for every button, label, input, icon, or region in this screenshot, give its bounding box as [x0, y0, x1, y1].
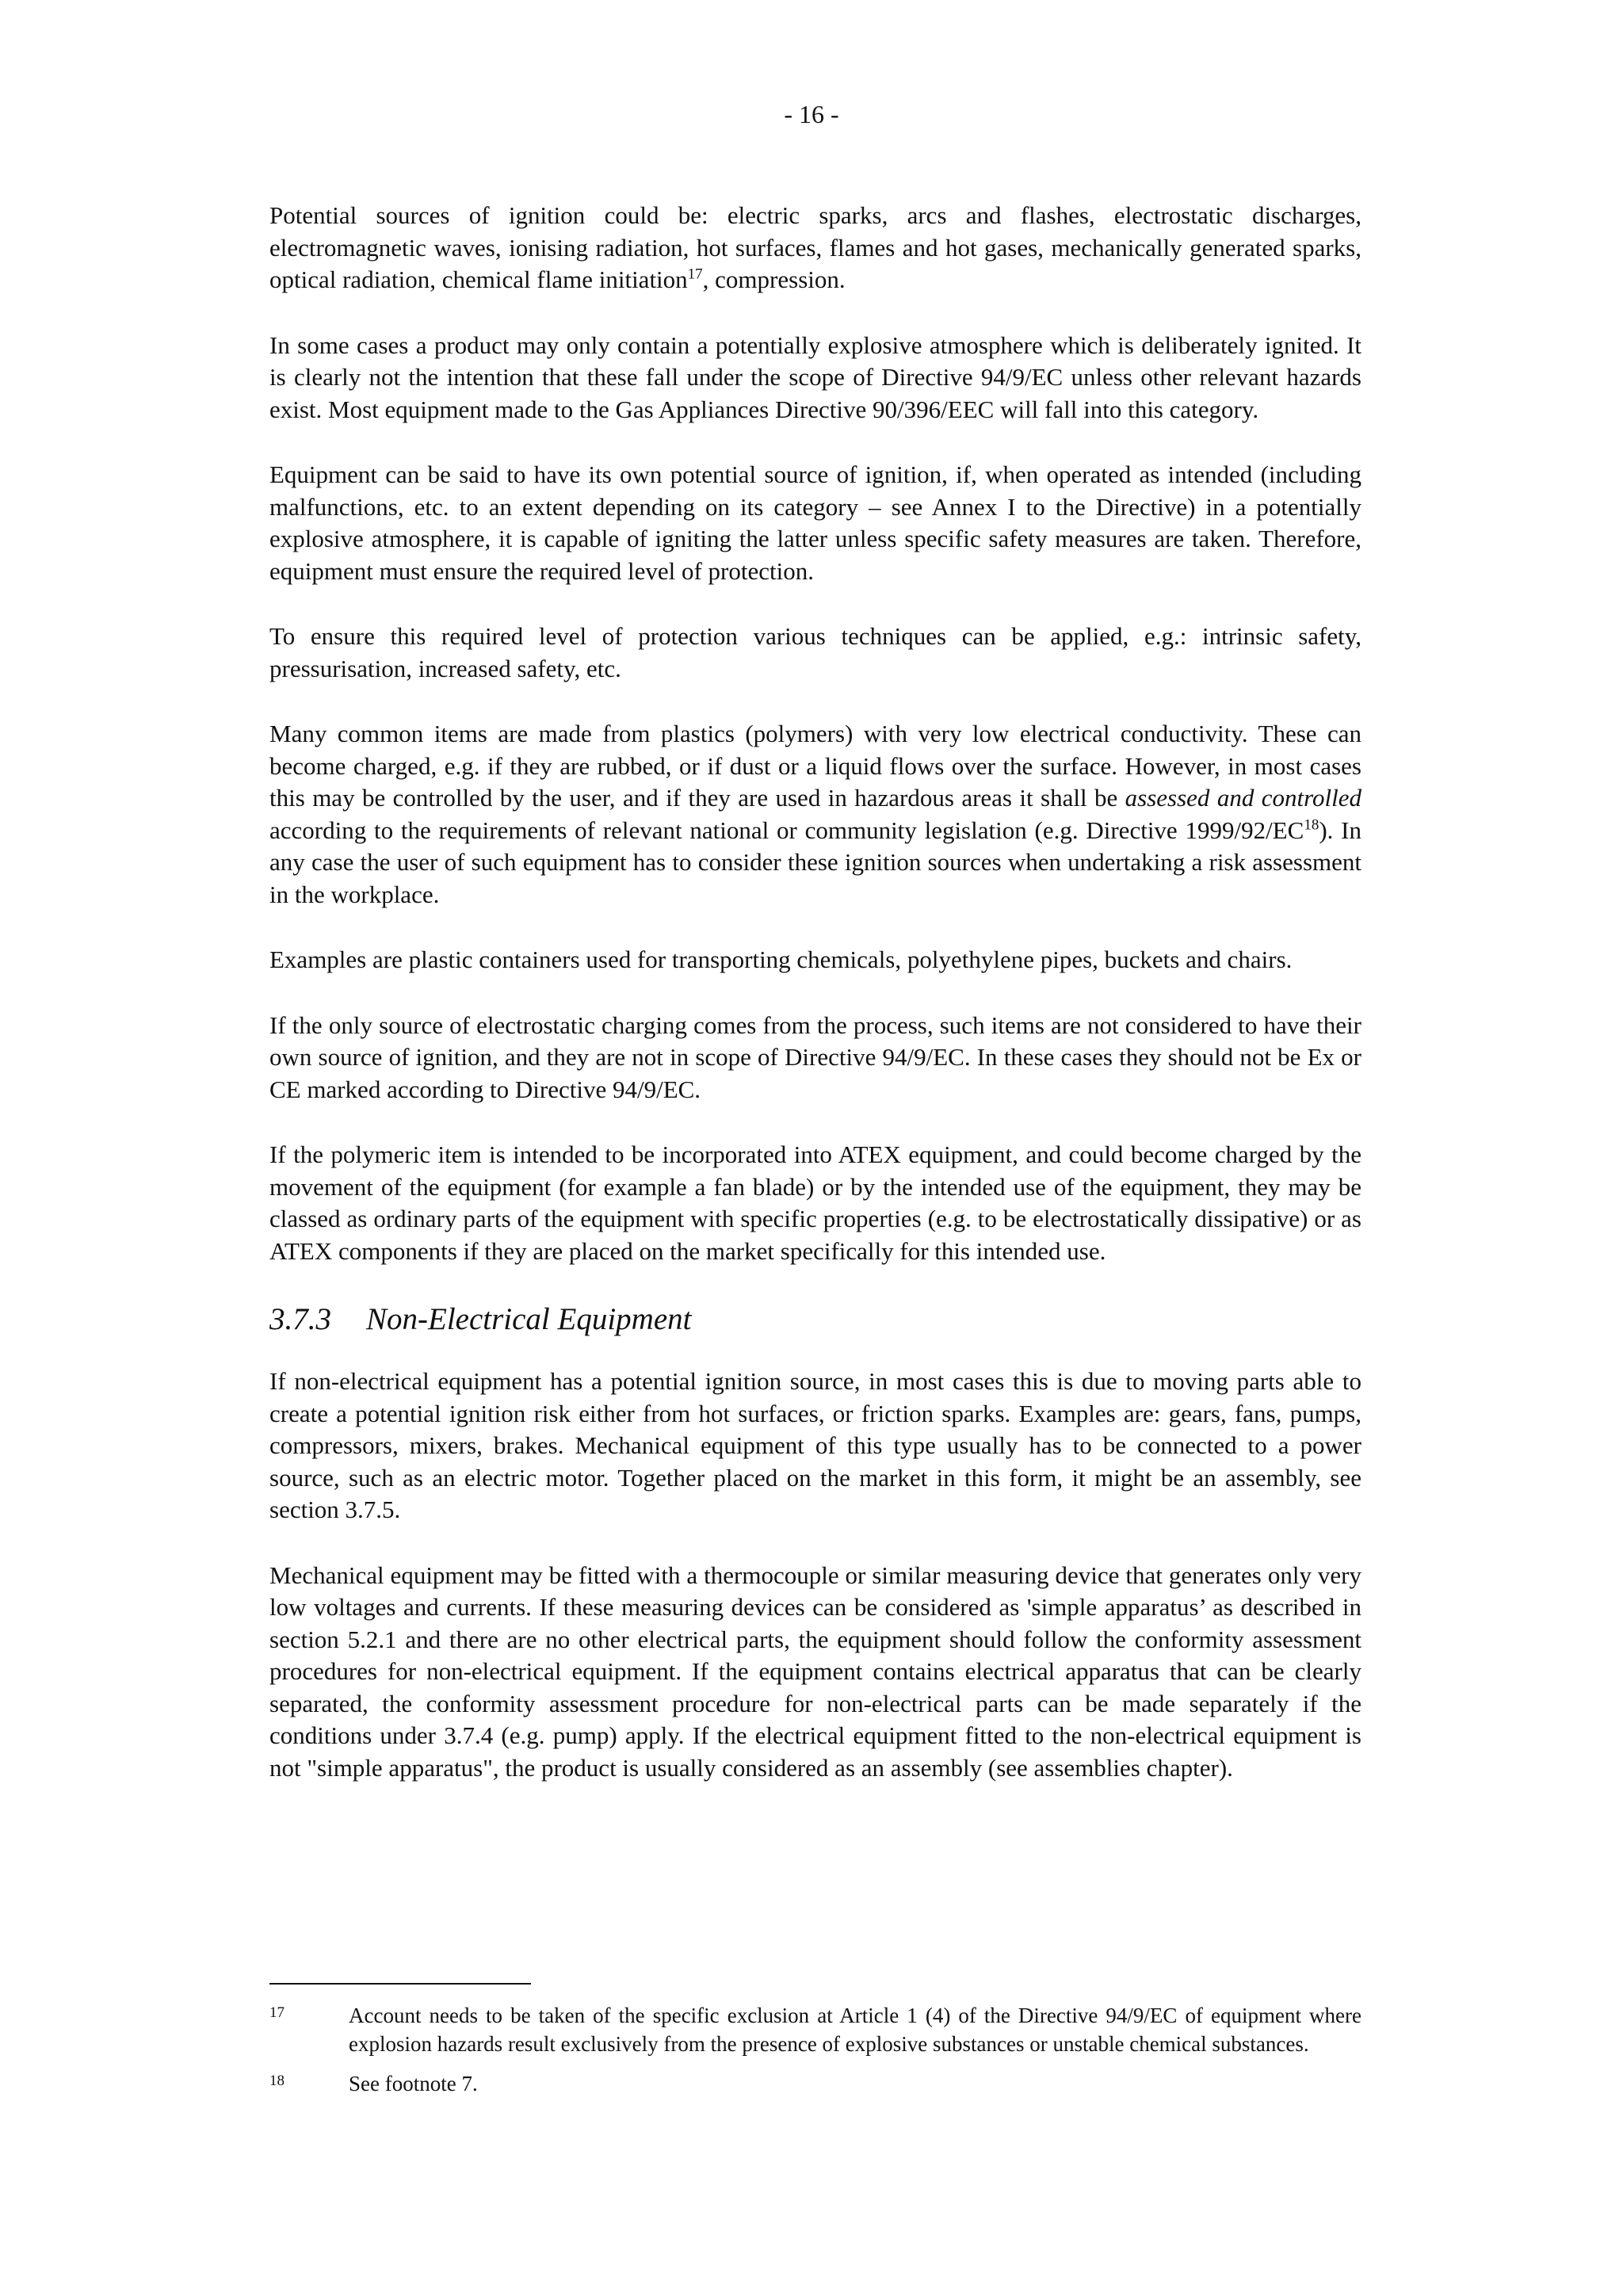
footnote-mark: 18 [269, 2073, 285, 2089]
paragraph-text: Many common items are made from plastics (polymers) with very low electrical conductivity. These can become charged, e.g. if they are rubbed, or if dust or a liquid flows over the surface. However, in most cases this may be controlled by the user, and if they are used in hazardous areas it shall be [269, 720, 1361, 812]
paragraph-mechanical-equipment: Mechanical equipment may be fitted with a thermocouple or similar measuring device that generates only very low voltages and currents. If these measuring devices can be considered as 'simple apparatus’ as described in section 5.2.1 and there are no other electrical parts, the equipment should follow the conformity assessment procedures for non-electrical equipment. If the equipment contains electrical apparatus that can be clearly separated, the conformity assessment procedure for non-electrical parts can be made separately if the conditions under 3.7.4 (e.g. pump) apply. If the electrical equipment fitted to the non-electrical equipment is not "simple apparatus", the product is usually considered as an assembly (see assemblies chapter). [269, 1561, 1361, 1782]
paragraph-deliberate-ignition: In some cases a product may only contain a potentially explosive atmosphere which is deliberately ignited. It is clearly not the intention that these fall under the scope of Directive 94/9/EC unless other relevant hazards exist. Most equipment made to the Gas Appliances Directive 90/396/EEC will fall into this category. [269, 330, 1361, 423]
footnote-ref-17[interactable]: 17 [687, 266, 703, 283]
paragraph-non-electrical: If non-electrical equipment has a potential ignition source, in most cases this is due to moving parts able to create a potential ignition risk either from hot surfaces, or friction sparks. Examples are: gears, fans, pumps, compressors, mixers, brakes. Mechanical equipment of this type usually has to be connected to a power source, such as an electric motor. Together placed on the market in this form, it might be an assembly, see section 3.7.5. [269, 1367, 1361, 1523]
page-number: - 16 - [784, 100, 839, 128]
paragraph-text: according to the requirements of relevant national or community legislation (e.g. Directive 1999/92/EC [269, 816, 1304, 844]
main-content [269, 200, 1361, 1817]
section-number: 3.7.3 [269, 1302, 331, 1336]
footnote-mark: 17 [269, 2004, 285, 2021]
paragraph-plastics [269, 718, 1361, 911]
footnote-18 [269, 2069, 1361, 2098]
paragraph-text: ). In any case the user of such equipment has to consider these ignition sources when undertaking a risk assessment in the workplace. [269, 816, 1361, 908]
footnotes [269, 2001, 1361, 2109]
paragraph-text: Potential sources of ignition could be: electric sparks, arcs and flashes, electrostatic discharges, electromagnetic waves, ionising radiation, hot surfaces, flames and hot gases, mechanically generated sparks, optical radiation, chemical flame initiation [269, 201, 1361, 293]
paragraph-own-ignition-source: Equipment can be said to have its own potential source of ignition, if, when operated as intended (including malfunctions, etc. to an extent depending on its category – see Annex I to the Directive) in a potentially explosive atmosphere, it is capable of igniting the latter unless specific safety measures are taken. Therefore, equipment must ensure the required level of protection. [269, 460, 1361, 585]
footnote-text: Account needs to be taken of the specific exclusion at Article 1 (4) of the Directive 94/9/EC of equipment where explosion hazards result exclusively from the presence of explosive substances or unstable chemical substances. [349, 2004, 1361, 2056]
paragraph-text: , compression. [702, 266, 846, 293]
paragraph-plastic-examples: Examples are plastic containers used for transporting chemicals, polyethylene pipes, buckets and chairs. [269, 946, 1293, 973]
paragraph-ignition-sources [269, 200, 1361, 296]
emphasis-text: assessed and controlled [1125, 784, 1361, 812]
footnote-ref-18[interactable]: 18 [1304, 816, 1319, 834]
paragraph-polymeric-item: If the polymeric item is intended to be incorporated into ATEX equipment, and could become charged by the movement of the equipment (for example a fan blade) or by the intended use of the equipment, they may be classed as ordinary parts of the equipment with specific properties (e.g. to be electrostatically dissipative) or as ATEX components if they are placed on the market specifically for this intended use. [269, 1140, 1361, 1265]
footnote-17 [269, 2001, 1361, 2058]
paragraph-electrostatic-process: If the only source of electrostatic charging comes from the process, such items are not considered to have their own source of ignition, and they are not in scope of Directive 94/9/EC. In these cases they should not be Ex or CE marked according to Directive 94/9/EC. [269, 1010, 1361, 1103]
footnote-text: See footnote 7. [349, 2072, 478, 2095]
paragraph-protection-techniques: To ensure this required level of protection various techniques can be applied, e.g.: intrinsic safety, pressurisation, increased safety, etc. [269, 622, 1361, 682]
section-heading [269, 1301, 1361, 1339]
section-title: Non-Electrical Equipment [366, 1302, 692, 1336]
footnote-divider [269, 1983, 531, 1985]
